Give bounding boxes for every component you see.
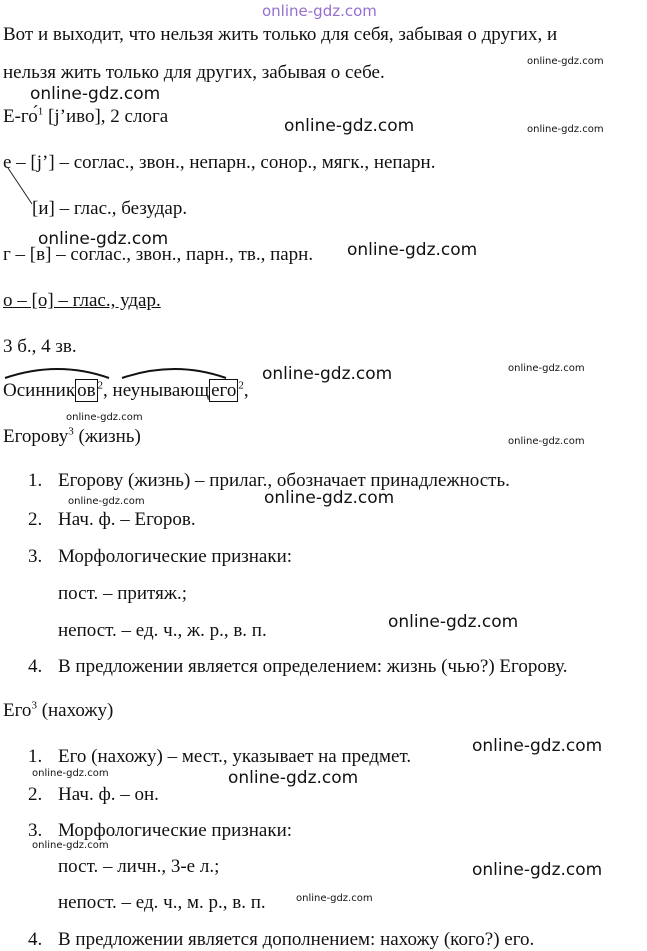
phonetic-row-i: [и] – глас., безудар. xyxy=(32,198,188,219)
watermark: online-gdz.com xyxy=(527,56,604,67)
phonetic-row-o: о – [о] – глас., удар. xyxy=(3,290,161,311)
watermark: online-gdz.com xyxy=(284,116,415,136)
analysis2-head: Его$^3$ (нахожу) xyxy=(3,699,114,721)
watermark: online-gdz.com xyxy=(262,364,393,384)
root-arc-1 xyxy=(3,364,113,380)
morphemic-line: Осинник ов $^2$, неунывающ его $^2$, xyxy=(3,379,249,401)
analysis1-item-1: 1. Егорову (жизнь) – прилаг., обозначает принадлежность. xyxy=(28,470,510,491)
analysis1-head: Егорову$^3$ (жизнь) xyxy=(3,425,141,447)
watermark: online-gdz.com xyxy=(32,768,109,779)
analysis2-item-2: 2. Нач. ф. – он. xyxy=(28,784,159,805)
watermark: online-gdz.com xyxy=(68,496,145,507)
analysis1-item-3a: пост. – притяж.; xyxy=(58,583,187,604)
intro-line-1: Вот и выходит, что нельзя жить только для себя, забывая о других, и xyxy=(3,24,558,45)
analysis2-item-3b: непост. – ед. ч., м. р., в. п. xyxy=(58,892,266,913)
watermark: online-gdz.com xyxy=(472,860,603,880)
phonetic-summary: 3 б., 4 зв. xyxy=(3,336,77,357)
watermark: online-gdz.com xyxy=(508,436,585,447)
watermark: online-gdz.com xyxy=(30,84,161,104)
root-arc-2 xyxy=(120,364,230,380)
intro-line-2: нельзя жить только для других, забывая о себе. xyxy=(3,62,385,83)
analysis2-item-1: 1. Его (нахожу) – мест., указывает на предмет. xyxy=(28,746,412,767)
analysis1-item-4: 4. В предложении является определением: жизнь (чью?) Егорову. xyxy=(28,656,568,677)
analysis1-item-3: 3. Морфологические признаки: xyxy=(28,546,293,567)
watermark: online-gdz.com xyxy=(296,893,373,904)
watermark: online-gdz.com xyxy=(264,488,395,508)
phonetic-word: Е-го́$^1$ [j’иво], 2 слога xyxy=(3,105,169,127)
watermark: online-gdz.com xyxy=(472,736,603,756)
analysis2-item-4: 4. В предложении является дополнением: нахожу (кого?) его. xyxy=(28,929,535,950)
watermark: online-gdz.com xyxy=(347,240,478,260)
watermark: online-gdz.com xyxy=(508,363,585,374)
header-watermark: online-gdz.com xyxy=(262,2,377,20)
watermark: online-gdz.com xyxy=(527,124,604,135)
analysis2-item-3: 3. Морфологические признаки: xyxy=(28,820,293,841)
analysis2-item-3a: пост. – личн., 3-е л.; xyxy=(58,856,220,877)
phonetic-row-e: е – [j’] – соглас., звон., непарн., сонор., мягк., непарн. xyxy=(3,152,436,173)
watermark: online-gdz.com xyxy=(66,412,143,423)
watermark: online-gdz.com xyxy=(228,768,359,788)
phonetic-row-g: г – [в] – соглас., звон., парн., тв., парн. xyxy=(3,244,314,265)
analysis1-item-2: 2. Нач. ф. – Егоров. xyxy=(28,509,196,530)
watermark: online-gdz.com xyxy=(388,612,519,632)
analysis1-item-3b: непост. – ед. ч., ж. р., в. п. xyxy=(58,620,267,641)
watermark: online-gdz.com xyxy=(38,229,169,249)
watermark: online-gdz.com xyxy=(32,840,109,851)
